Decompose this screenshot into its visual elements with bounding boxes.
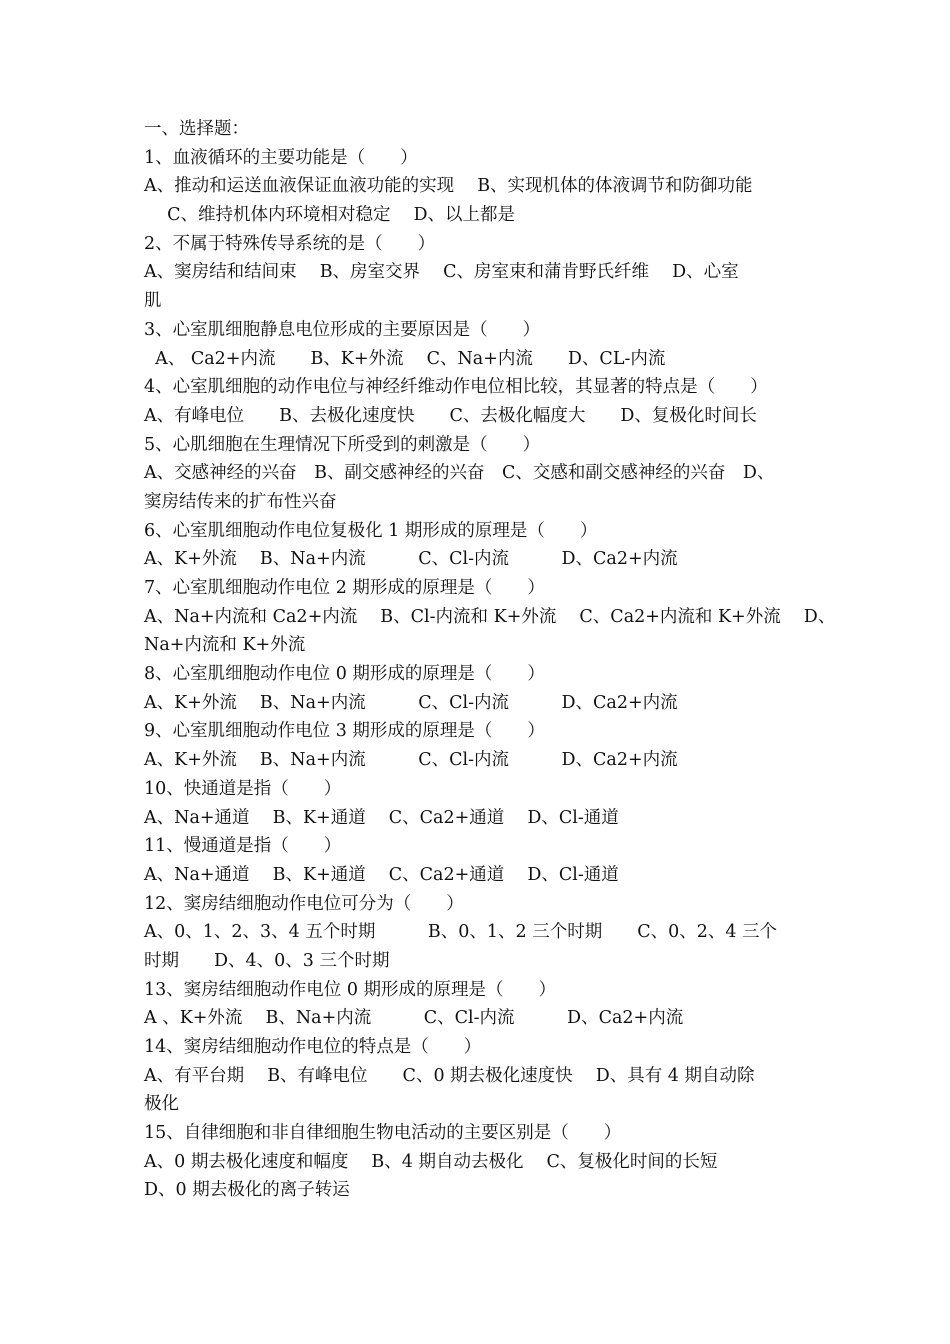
question-6-options: A、K+外流 B、Na+内流 C、Cl-内流 D、Ca2+内流 [144, 549, 678, 570]
question-2: 2、不属于特殊传导系统的是（ ） [144, 233, 436, 254]
question-8-options: A、K+外流 B、Na+内流 C、Cl-内流 D、Ca2+内流 [144, 692, 678, 713]
question-15: 15、自律细胞和非自律细胞生物电活动的主要区别是（ ） [144, 1123, 622, 1144]
question-1: 1、血液循环的主要功能是（ ） [144, 147, 418, 168]
question-5-options: A、交感神经的兴奋 B、副交感神经的兴奋 C、交感和副交感神经的兴奋 D、 [144, 463, 775, 484]
question-3-options: A、 Ca2+内流 B、K+外流 C、Na+内流 D、CL-内流 [144, 348, 666, 369]
question-15-options: A、0 期去极化速度和幅度 B、4 期自动去极化 C、复极化时间的长短 [144, 1151, 718, 1172]
question-1-options-cont: C、维持机体内环境相对稳定 D、以上都是 [144, 205, 516, 226]
question-6: 6、心室肌细胞动作电位复极化 1 期形成的原理是（ ） [144, 520, 598, 541]
section-heading: 一、选择题： [144, 119, 249, 139]
question-10-options: A、Na+通道 B、K+通道 C、Ca2+通道 D、Cl-通道 [144, 807, 619, 828]
question-12-options-cont: 时期 D、4、0、3 三个时期 [144, 950, 390, 971]
question-12: 12、窦房结细胞动作电位可分为（ ） [144, 893, 464, 914]
question-13: 13、窦房结细胞动作电位 0 期形成的原理是（ ） [144, 979, 557, 1000]
question-9: 9、心室肌细胞动作电位 3 期形成的原理是（ ） [144, 721, 545, 742]
question-14: 14、窦房结细胞动作电位的特点是（ ） [144, 1037, 482, 1057]
question-7-options-cont: Na+内流和 K+外流 [144, 635, 306, 656]
document-page [144, 115, 836, 1205]
question-4-options: A、有峰电位 B、去极化速度快 C、去极化幅度大 D、复极化时间长 [144, 405, 757, 426]
question-4: 4、心室肌细胞的动作电位与神经纤维动作电位相比较，其显著的特点是（ ） [144, 377, 768, 398]
question-11: 11、慢通道是指（ ） [144, 836, 342, 857]
question-15-options-cont: D、0 期去极化的离子转运 [144, 1180, 350, 1201]
question-12-options: A、0、1、2、3、4 五个时期 B、0、1、2 三个时期 C、0、2、4 三个 [144, 922, 778, 943]
question-11-options: A、Na+通道 B、K+通道 C、Ca2+通道 D、Cl-通道 [144, 864, 619, 885]
question-13-options: A 、K+外流 B、Na+内流 C、Cl-内流 D、Ca2+内流 [144, 1008, 684, 1029]
question-1-options: A、推动和运送血液保证血液功能的实现 B、实现机体的体液调节和防御功能 [144, 176, 753, 197]
question-3: 3、心室肌细胞静息电位形成的主要原因是（ ） [144, 319, 541, 340]
question-10: 10、快通道是指（ ） [144, 778, 342, 799]
question-2-options-cont: 肌 [144, 291, 162, 312]
question-7: 7、心室肌细胞动作电位 2 期形成的原理是（ ） [144, 578, 545, 598]
question-2-options: A、窦房结和结间束 B、房室交界 C、房室束和蒲肯野氏纤维 D、心室 [144, 262, 739, 283]
question-8: 8、心室肌细胞动作电位 0 期形成的原理是（ ） [144, 664, 545, 685]
question-14-options: A、有平台期 B、有峰电位 C、0 期去极化速度快 D、具有 4 期自动除 [144, 1065, 755, 1086]
question-5: 5、心肌细胞在生理情况下所受到的刺激是（ ） [144, 434, 541, 455]
question-14-options-cont: 极化 [144, 1094, 179, 1115]
question-7-options: A、Na+内流和 Ca2+内流 B、Cl-内流和 K+外流 C、Ca2+内流和 K+外流 D、 [144, 606, 836, 627]
question-5-options-cont: 窦房结传来的扩布性兴奋 [144, 491, 337, 512]
question-9-options: A、K+外流 B、Na+内流 C、Cl-内流 D、Ca2+内流 [144, 750, 678, 771]
